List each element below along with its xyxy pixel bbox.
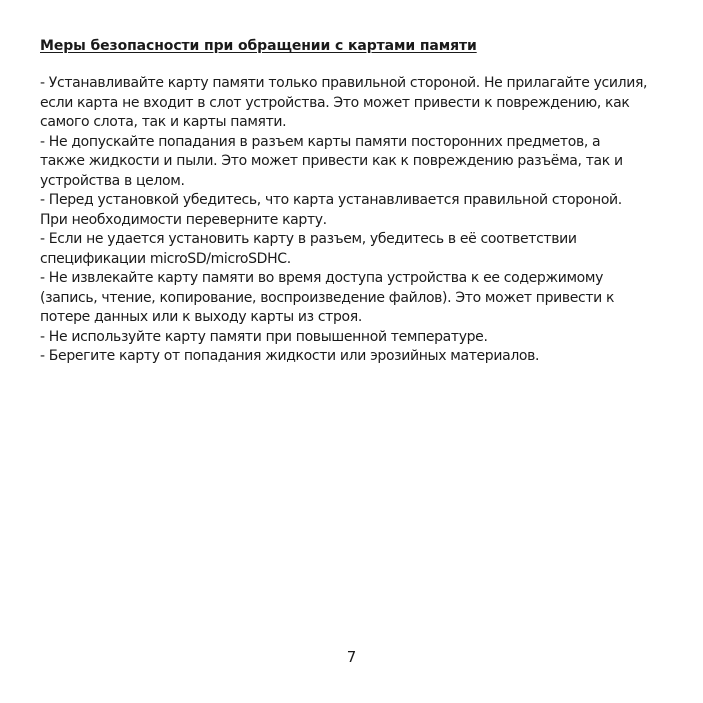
body-line: - Не извлекайте карту памяти во время доступа устройства к ее содержимому [40, 270, 604, 286]
body-line: - Если не удается установить карту в разъем, убедитесь в её соответствии [40, 231, 577, 247]
page-title: Меры безопасности при обращении с картами памяти [40, 38, 477, 54]
document-body [40, 74, 680, 367]
body-line: если карта не входит в слот устройства. Это может привести к повреждению, как [40, 94, 630, 111]
body-line: При необходимости переверните карту. [40, 211, 327, 228]
body-line: (запись, чтение, копирование, воспроизведение файлов). Это может привести к [40, 289, 615, 306]
page-number: 7 [346, 648, 357, 666]
body-line: потере данных или к выходу карты из строя. [40, 309, 362, 325]
body-line: - Не допускайте попадания в разъем карты памяти посторонних предметов, а [40, 133, 601, 150]
body-line: устройства в целом. [40, 172, 185, 189]
body-line: - Перед установкой убедитесь, что карта устанавливается правильной стороной. [40, 192, 622, 208]
body-line: также жидкости и пыли. Это может привести как к повреждению разъёма, так и [40, 153, 623, 169]
body-line: самого слота, так и карты памяти. [40, 114, 287, 130]
body-line: - Устанавливайте карту памяти только правильной стороной. Не прилагайте усилия, [40, 75, 648, 91]
body-line: - Берегите карту от попадания жидкости или эрозийных материалов. [40, 348, 540, 364]
body-line: - Не используйте карту памяти при повышенной температуре. [40, 328, 488, 345]
body-line: спецификации microSD/microSDHC. [40, 250, 291, 267]
